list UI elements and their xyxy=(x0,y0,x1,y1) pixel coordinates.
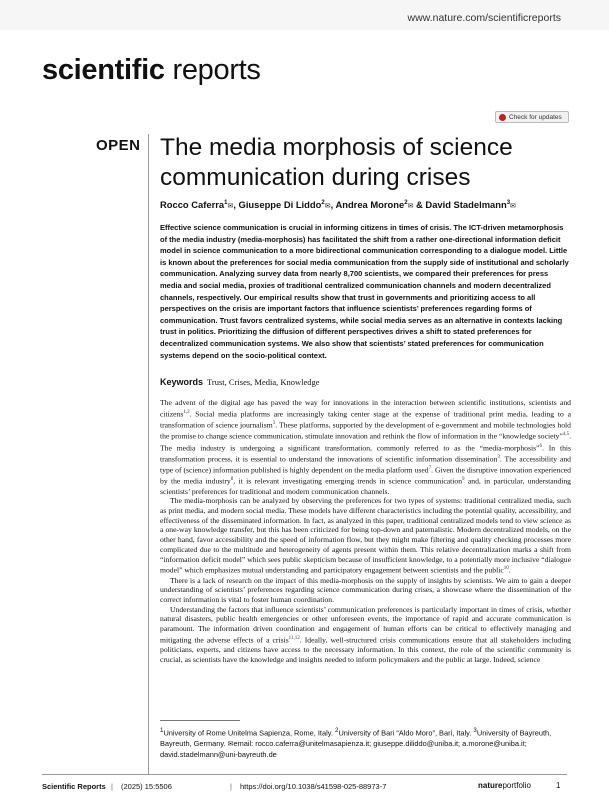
crossmark-icon xyxy=(499,114,506,121)
citation-ref[interactable]: 3 xyxy=(272,420,276,426)
publisher-light: portfolio xyxy=(502,781,531,790)
check-for-updates-label: Check for updates xyxy=(509,113,562,121)
body-text: The media-morphosis can be analyzed by observing the preferences for two types of systems: traditional centralized media, such as print media, and modern social media. These models have different characteristics including the potential quality, accessibility, and effectiveness of the disseminated information. In fact, as analyzed in this paper, traditional centralized models tend to view science as a one-way knowledge transfer, but this has been criticized for being top-down and paternalistic. Modern decentralized models, on the other hand, favor accessibility and the speed of information flow, but they might make filtering and quality checking processes more complicated due to the multitude and heterogeneity of agents present within them. This relative decentralization marks a shift from “information deficit model” which sees public skepticism because of insufficient knowledge, to a potentially more inclusive “dialogue model” which emphasizes mutual understanding and participatory engagement between scientists and the public xyxy=(160,496,571,575)
body-text: . xyxy=(508,565,511,575)
publisher-logo xyxy=(478,781,531,790)
citation-ref[interactable]: 1,2 xyxy=(183,409,190,415)
body-text: Understanding the factors that influence scientists’ communication preferences is particularly important in times of crisis, whether natural disasters, public health emergencies or other unforeseen events, the importance of rapid and accurate communication is paramount. The information driven coordination and engagement of human efforts can be critical to effectively managing and mitigating the adverse effects of a crisis xyxy=(160,604,571,645)
citation-ref[interactable]: 3 xyxy=(497,454,500,460)
keywords xyxy=(160,377,320,387)
body-text: . The media industry is undergoing a significant transformation, commonly referred to as the “media-morphosis” xyxy=(160,431,571,453)
divider-line xyxy=(148,134,149,774)
email-icon[interactable]: ✉ xyxy=(227,203,234,210)
citation-ref[interactable]: 10 xyxy=(503,566,509,572)
page-footer xyxy=(0,774,609,800)
author-name[interactable]: Rocco Caferra xyxy=(160,199,225,210)
citation-ref[interactable]: 7 xyxy=(428,466,432,472)
article-title: The media morphosis of science communication during crises xyxy=(160,134,513,191)
body-text: . These platforms, supported by the development of e-government and mobile technologies hold the promise to change science communication, stimulate innovation and rethink the flow of information in the “knowledge society” xyxy=(160,420,571,441)
author-separator: , xyxy=(330,199,336,210)
footer-citation: (2025) 15:5506 xyxy=(121,782,172,791)
author-list xyxy=(160,199,580,210)
affiliation-text: University of Rome Unitelma Sapienza, Rome, Italy. xyxy=(163,728,335,738)
affiliation-text: University of Bayreuth, Bayreuth, Germany. xyxy=(160,728,552,748)
body-text: . Given the disruptive innovation experienced by the media industry xyxy=(160,465,571,486)
footer-separator: | xyxy=(230,782,232,791)
body-paragraph xyxy=(160,496,571,575)
affiliation-number: 3 xyxy=(473,727,477,734)
abstract: Effective science communication is crucial in informing citizens in times of crisis. The ICT-driven metamorphosis of the media industry (media-morphosis) has facilitated the shift from a rather one-directional information deficit model in science communication to a more bidirectional communication corresponding to a dialogue model. Little is known about the preferences for social media communication from the supply side of institutional and scholarly communication. Analyzing survey data from nearly 8,700 scientists, we compared their preferences for press media and social media, proxies of traditional centralized communication channels and modern decentralized channels, respectively. Our empirical results show that trust in governments and prioritizing access to all perspectives on the crisis are important factors that influence scientists’ preferences regarding forms of communication. Trust favors centralized systems, while social media serves as an alternative in contexts lacking trust in politics. Prioritizing the diffusion of different perspectives drives a shift to stated preferences for decentralized communication systems. We also show that scientists’ stated preferences for communication systems depend on the socio-political context. xyxy=(160,223,569,360)
email-label: email: xyxy=(233,738,254,748)
citation-ref[interactable]: 9 xyxy=(462,477,465,483)
body-paragraph: There is a lack of research on the impact of this media-morphosis on the supply of insights by scientists. We aim to gain a deeper understanding of scientists’ preferences regarding science communication during crises, a showcase where the dissemination of the correct information is vital to foster human coordination. xyxy=(160,575,571,605)
email-icon[interactable]: ✉ xyxy=(324,203,331,210)
footer-rule xyxy=(42,774,567,775)
logo-light: reports xyxy=(164,54,261,86)
author-separator: , xyxy=(233,199,239,210)
citation-ref[interactable]: 6 xyxy=(539,443,542,449)
author-affiliation: 3 xyxy=(506,199,511,206)
body-text: . Social media platforms are increasingly taking center stage at the expense of traditional print media, leading to a transformation of science journalism xyxy=(160,409,571,430)
keywords-value: Trust, Crises, Media, Knowledge xyxy=(207,377,320,387)
affiliation-number: 2 xyxy=(335,727,339,734)
body-paragraph xyxy=(160,605,571,665)
check-for-updates-button[interactable] xyxy=(495,111,569,123)
author-affiliation: 2 xyxy=(321,199,325,206)
author-affiliation: 2 xyxy=(404,199,408,206)
author-name[interactable]: Giuseppe Di Liddo xyxy=(238,199,322,210)
body-text: The advent of the digital age has paved the way for innovations in the interaction between scientific institutions, scientists and citizens xyxy=(160,398,571,419)
open-access-label: OPEN xyxy=(96,137,141,154)
body-text: . Ideally, well-structured crisis communications ensure that all stakeholders including politicians, experts, and citizens have access to the necessary information. In this context, the role of the scientific community is crucial, as scientists have the knowledge and insights needed to inform policymakers and the public at large. Indeed, science xyxy=(160,635,571,664)
author-name[interactable]: Andrea Morone xyxy=(335,199,405,210)
journal-url-link[interactable]: www.nature.com/scientificreports xyxy=(407,12,561,24)
footnote-rule xyxy=(160,720,240,721)
citation-ref[interactable]: 8 xyxy=(230,477,234,483)
body-text: . The accessibility and type of (science) information published is highly dependent on the media platform used xyxy=(160,454,571,475)
affiliations-footnote xyxy=(160,726,571,760)
journal-logo[interactable] xyxy=(42,54,261,87)
publisher-bold: nature xyxy=(478,781,503,790)
affiliation-text: University of Bari “Aldo Moro”, Bari, Italy. xyxy=(338,728,474,738)
affiliation-number: 1 xyxy=(160,727,164,734)
email-icon: ✉ xyxy=(227,740,234,748)
doi-link[interactable]: https://doi.org/10.1038/s41598-025-88973-7 xyxy=(240,782,387,791)
footer-separator: | xyxy=(111,782,113,791)
author-name[interactable]: David Stadelmann xyxy=(425,199,507,210)
footer-journal-name: Scientific Reports xyxy=(42,782,106,791)
email-icon[interactable]: ✉ xyxy=(407,203,414,210)
logo-bold: scientific xyxy=(42,54,165,86)
author-affiliation: 1 xyxy=(224,199,228,206)
article-body xyxy=(160,398,571,665)
email-icon[interactable]: ✉ xyxy=(510,203,516,210)
body-paragraph xyxy=(160,398,571,496)
body-text: , it is relevant investigating emerging trends in science communication xyxy=(233,476,463,486)
page-number: 1 xyxy=(556,781,561,790)
body-text: and, in particular, understanding scientists’ preferences for traditional and modern communication channels. xyxy=(160,476,571,496)
author-ampersand: & xyxy=(413,199,426,210)
top-bar xyxy=(0,0,609,30)
body-text: . In this transformation process, it is essential to understand the innovations of scientific information dissemination xyxy=(160,443,571,464)
citation-ref[interactable]: 11,12 xyxy=(288,635,300,641)
citation-ref[interactable]: 4,5 xyxy=(562,432,570,438)
keywords-label: Keywords xyxy=(160,377,204,387)
email-addresses[interactable]: rocco.caferra@unitelmasapienza.it; giuseppe.diliddo@uniba.it; a.morone@uniba.it; david.stadelmann@uni-bayreuth.de xyxy=(160,738,527,759)
